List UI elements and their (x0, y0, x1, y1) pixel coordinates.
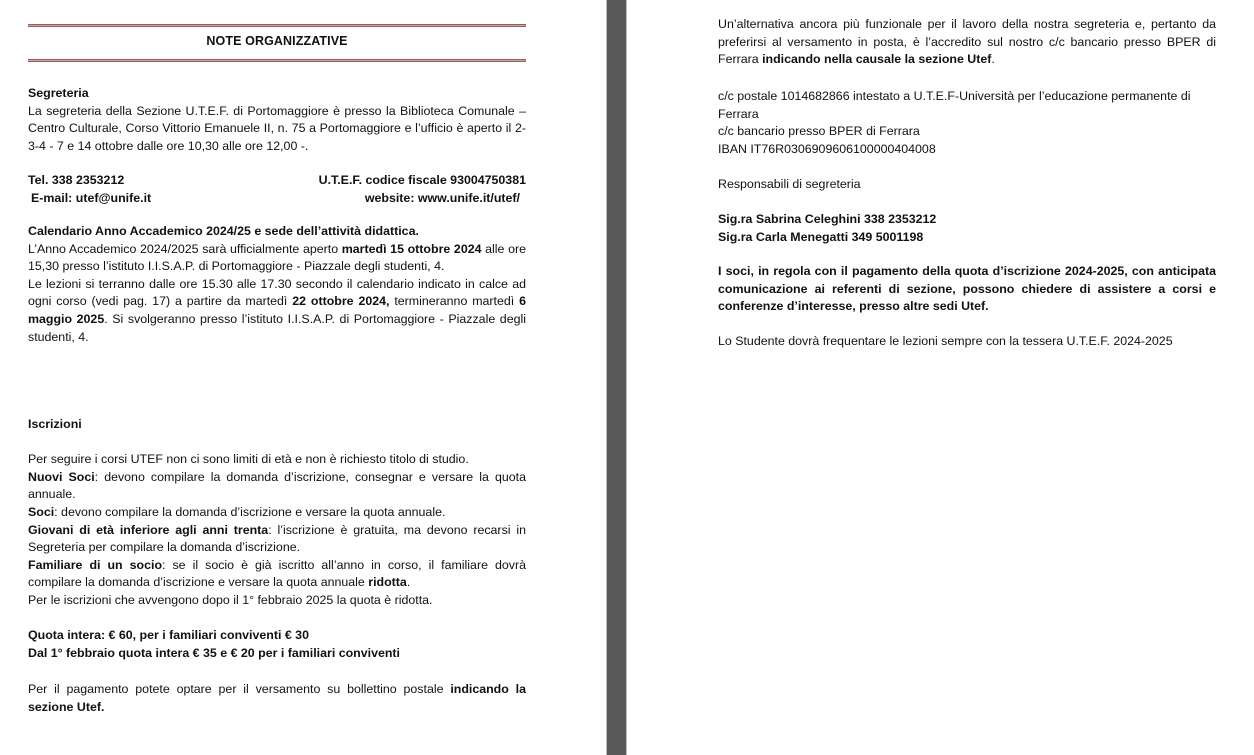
familiare-label: Familiare di un socio (28, 557, 163, 572)
responsabile-2: Sig.ra Carla Menegatti 349 5001198 (718, 229, 924, 244)
alternativa-body: Un’alternativa ancora più funzionale per il lavoro della nostra segreteria e, pertanto da preferirsi al versamento in posta, è l’accredito sul nostro c/c bancario presso BPER di Ferrara (718, 17, 1216, 67)
iscrizioni-heading: Iscrizioni (28, 417, 82, 431)
calendario-section (28, 223, 526, 346)
nuovi-soci-label: Nuovi Soci (28, 469, 95, 484)
quota-intera: Quota intera: € 60, per i familiari conviventi € 30 (28, 628, 309, 642)
page-separator (606, 0, 627, 755)
soci-label: Soci (28, 504, 55, 519)
responsabili-section (718, 176, 1216, 246)
soci-note: I soci, in regola con il pagamento della quota d’iscrizione 2024-2025, con anticipata comunicazione ai referenti di sezione, possono chiedere di assistere a corsi e conferenze d’interesse, presso altre sedi Utef. (718, 264, 1216, 314)
familiare-text: : se il socio è già iscritto all’anno in corso, il familiare dovrà compilare la domanda d’iscrizione e versare la quota annuale (28, 557, 526, 590)
giovani-text: : l’iscrizione è gratuita, ma devono recarsi in Segreteria per compilare la domanda d’iscrizione. (28, 522, 526, 555)
cc-bancario: c/c bancario presso BPER di Ferrara (718, 124, 920, 139)
alternativa-section (718, 16, 1216, 69)
alternativa-bold: indicando nella causale la sezione Utef (762, 52, 992, 67)
responsabili-heading: Responsabili di segreteria (718, 177, 861, 191)
pagamento-section (28, 681, 526, 716)
tel-text: Tel. 338 2353212 (28, 173, 125, 187)
cc-postale: c/c postale 1014682866 intestato a U.T.E.F-Università per l’educazione permanente di Ferrara (718, 89, 1191, 121)
left-page (28, 0, 526, 755)
calendario-heading: Calendario Anno Accademico 2024/25 e sede dell’attività didattica. (28, 224, 419, 238)
calendario-p2 (28, 276, 526, 346)
segreteria-heading: Segreteria (28, 86, 89, 100)
calendario-p1 (28, 241, 526, 276)
website-text: website: www.unife.it/utef/ (364, 190, 520, 205)
nuovi-soci-item (28, 469, 526, 504)
title-rule-top (28, 24, 526, 27)
segreteria-body: La segreteria della Sezione U.T.E.F. di Portomaggiore è presso la Biblioteca Comunale – Centro Culturale, Corso Vittorio Emanuele II, n. 75 a Portomaggiore e l’ufficio è aperto il 2-3-4 - 7 e 14 ottobre dalle ore 10,30 alle ore 12,00 -. (28, 103, 526, 153)
dopo-febbraio-text: Per le iscrizioni che avvengono dopo il 1° febbraio 2025 la quota è ridotta. (28, 592, 433, 607)
iban: IBAN IT76R0306909606100000404008 (718, 141, 936, 156)
contacts-block (28, 172, 526, 207)
responsabile-1: Sig.ra Sabrina Celeghini 338 2353212 (718, 212, 937, 227)
giovani-label: Giovani di età inferiore agli anni trenta (28, 522, 269, 537)
email-text: E-mail: utef@unife.it (31, 190, 152, 205)
calendario-p2-text: Le lezioni si terranno dalle ore 15.30 alle 17.30 secondo il calendario indicato in calce ad ogni corso (vedi pag. 17) a partire da martedì (28, 276, 526, 309)
opening-date: martedì 15 ottobre 2024 (341, 241, 482, 256)
start-date: 22 ottobre 2024, (292, 294, 390, 309)
pagamento-body: Per il pagamento potete optare per il versamento su bollettino postale (28, 682, 451, 696)
quote-section (28, 627, 526, 662)
alternativa-end: . (991, 52, 995, 67)
soci-text: : devono compilare la domanda d’iscrizione e versare la quota annuale. (54, 504, 446, 519)
nuovi-soci-text: : devono compilare la domanda d’iscrizione, consegnar e versare la quota annuale. (28, 469, 527, 502)
familiare-item (28, 557, 526, 592)
familiare-ridotta: ridotta (368, 575, 407, 590)
calendario-p1-rest: alle ore 15,30 presso l’istituto I.I.S.A.P. di Portomaggiore - Piazzale degli studenti, 4. (28, 241, 526, 274)
alternativa-text (718, 16, 1216, 69)
giovani-item (28, 522, 526, 557)
calendario-p2-mid: termineranno martedì (389, 294, 520, 309)
codice-fiscale-text: U.T.E.F. codice fiscale 93004750381 (318, 173, 526, 187)
calendario-p2-rest: . Si svolgeranno presso l’istituto I.I.S.A.P. di Portomaggiore - Piazzale degli studenti, 4. (28, 311, 526, 344)
conti-section (718, 88, 1216, 158)
pagamento-text (28, 681, 526, 716)
title-rule-bottom (28, 59, 526, 62)
quota-febbraio: Dal 1° febbraio quota intera € 35 e € 20 per i familiari conviventi (28, 645, 400, 660)
right-page (718, 0, 1216, 755)
end-date: 6 maggio 2025 (28, 294, 526, 326)
calendario-p1-text: L’Anno Accademico 2024/2025 sarà ufficialmente aperto (28, 241, 342, 256)
pagamento-bold: indicando la sezione Utef. (28, 682, 526, 714)
segreteria-section (28, 85, 526, 155)
page-title: NOTE ORGANIZZATIVE (206, 34, 348, 48)
iscrizioni-section (28, 416, 526, 610)
soci-item (28, 504, 526, 522)
iscrizioni-intro: Per seguire i corsi UTEF non ci sono limiti di età e non è richiesto titolo di studio. (28, 452, 469, 467)
familiare-end: . (406, 575, 411, 590)
tessera-note: Lo Studente dovrà frequentare le lezioni sempre con la tessera U.T.E.F. 2024-2025 (718, 334, 1173, 348)
